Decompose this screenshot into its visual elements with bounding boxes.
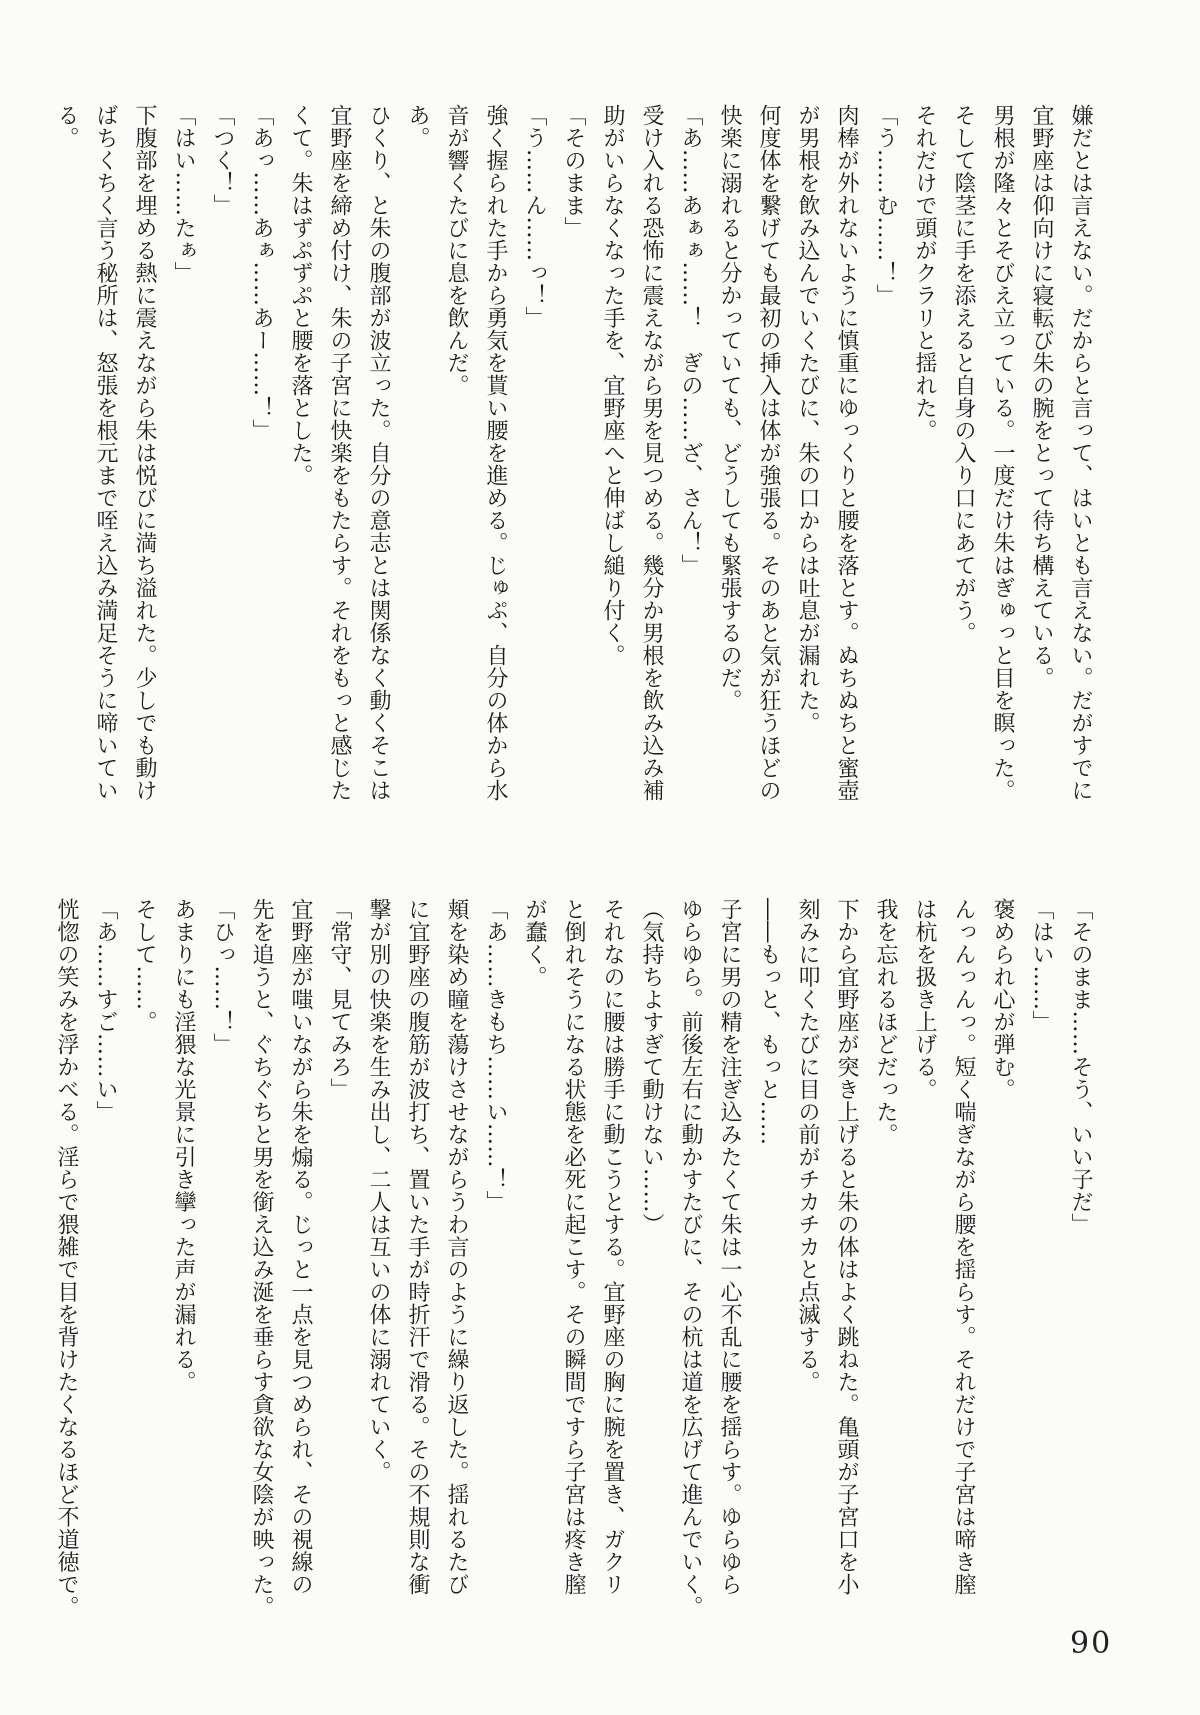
text-block-bottom [47, 898, 1100, 1618]
text-line: 助がいらなくなった手を、宜野座へと伸ばし縋り付く。 [600, 104, 625, 667]
text-line: が蠢く。 [522, 898, 547, 988]
text-line: 「そのまま」 [561, 104, 586, 239]
text-line: 褒められ心が弾む。 [990, 898, 1015, 1101]
text-line: 男根が隆々とそびえ立っている。一度だけ朱はぎゅっと目を瞑った。 [990, 104, 1015, 802]
text-line: それだけで頭がクラリと揺れた。 [912, 104, 937, 442]
text-line: 我を忘れるほどだった。 [873, 898, 898, 1146]
text-line: 「そのまま……そう、いい子だ」 [1068, 898, 1093, 1236]
text-line: 刻みに叩くたびに目の前がチカチカと点滅する。 [795, 898, 820, 1393]
text-line: 音が響くたびに息を飲んだ。 [444, 104, 469, 397]
text-line: 「あ……すご……い」 [93, 898, 118, 1123]
page-number: 90 [1070, 1626, 1113, 1661]
text-line: 嫌だとは言えない。だからと言って、はいとも言えない。だがすでに [1068, 104, 1093, 802]
text-line: あまりにも淫猥な光景に引き攣った声が漏れる。 [171, 898, 196, 1393]
text-line: る。 [54, 104, 79, 149]
text-line: 「う……む……！」 [873, 104, 898, 307]
text-line: と倒れそうになる状態を必死に起こす。その瞬間ですら子宮は疼き膣 [561, 898, 586, 1596]
text-line: 下から宜野座が突き上げると朱の体はよく跳ねた。亀頭が子宮口を小 [834, 898, 859, 1596]
text-line: は杭を扱き上げる。 [912, 898, 937, 1101]
text-line: あ。 [405, 104, 430, 149]
text-line: ばちくちく言う秘所は、怒張を根元まで咥え込み満足そうに啼いてい [93, 104, 118, 802]
text-line: 恍惚の笑みを浮かべる。淫らで猥雑で目を背けたくなるほど不道徳で。 [54, 898, 79, 1618]
text-line: 快楽に溺れると分かっていても、どうしても緊張するのだ。 [717, 104, 742, 712]
text-line: 受け入れる恐怖に震えながら男を見つめる。幾分か男根を飲み込み補 [639, 104, 664, 802]
text-line: 「はい……たぁ」 [171, 104, 196, 284]
text-line: 下腹部を埋める熱に震えながら朱は悦びに満ち溢れた。少しでも動け [132, 104, 157, 802]
text-line: 先を追うと、ぐちぐちと男を銜え込み涎を垂らす貪欲な女陰が映った。 [249, 898, 274, 1618]
text-line: 頬を染め瞳を蕩けさせながらうわ言のように繰り返した。揺れるたび [444, 898, 469, 1596]
text-line: 「常守、見てみろ」 [327, 898, 352, 1101]
text-line: 宜野座が嗤いながら朱を煽る。じっと一点を見つめられ、その視線の [288, 898, 313, 1596]
text-line: ゆらゆら。前後左右に動かすたびに、その杭は道を広げて進んでいく。 [678, 898, 703, 1618]
text-line: が男根を飲み込んでいくたびに、朱の口からは吐息が漏れた。 [795, 104, 820, 734]
text-line: 強く握られた手から勇気を貰い腰を進める。じゅぷ、自分の体から水 [483, 104, 508, 802]
text-line: そして……。 [132, 898, 157, 1033]
text-line: んっんっんっ。短く喘ぎながら腰を揺らす。それだけで子宮は啼き膣 [951, 898, 976, 1596]
text-line: 「う……ん……っ！」 [522, 104, 547, 329]
text-line: 「ひっ……！」 [210, 898, 235, 1056]
text-line: それなのに腰は勝手に動こうとする。宜野座の胸に腕を置き、ガクリ [600, 898, 625, 1596]
text-line: 「あ……あぁぁ……！ ぎの……ざ、さん！」 [678, 104, 703, 577]
text-block-top [47, 104, 1100, 822]
text-line: 「あ……きもち……い……！」 [483, 898, 508, 1213]
text-line: 宜野座を締め付け、朱の子宮に快楽をもたらす。それをもっと感じた [327, 104, 352, 802]
text-line: ひくり、と朱の腹部が波立った。自分の意志とは関係なく動くそこは [366, 104, 391, 802]
text-line: （気持ちよすぎて動けない……） [639, 898, 664, 1236]
text-line: くて。朱はずぷずぷと腰を落とした。 [288, 104, 313, 487]
text-line: 「あっ……あぁ……あー……！」 [249, 104, 274, 442]
text-line: に宜野座の腹筋が波打ち、置いた手が時折汗で滑る。その不規則な衝 [405, 898, 430, 1596]
text-line: ――もっと、もっと…… [756, 898, 781, 1146]
text-line: 「はい……」 [1029, 898, 1054, 1033]
text-line: 撃が別の快楽を生み出し、二人は互いの体に溺れていく。 [366, 898, 391, 1483]
text-line: 「つく！」 [210, 104, 235, 217]
text-line: 何度体を繋げても最初の挿入は体が強張る。そのあと気が狂うほどの [756, 104, 781, 802]
text-line: 宜野座は仰向けに寝転び朱の腕をとって待ち構えている。 [1029, 104, 1054, 689]
text-line: 肉棒が外れないように慎重にゆっくりと腰を落とす。ぬちぬちと蜜壺 [834, 104, 859, 802]
text-line: そして陰茎に手を添えると自身の入り口にあてがう。 [951, 104, 976, 644]
text-line: 子宮に男の精を注ぎ込みたくて朱は一心不乱に腰を揺らす。ゆらゆら [717, 898, 742, 1596]
